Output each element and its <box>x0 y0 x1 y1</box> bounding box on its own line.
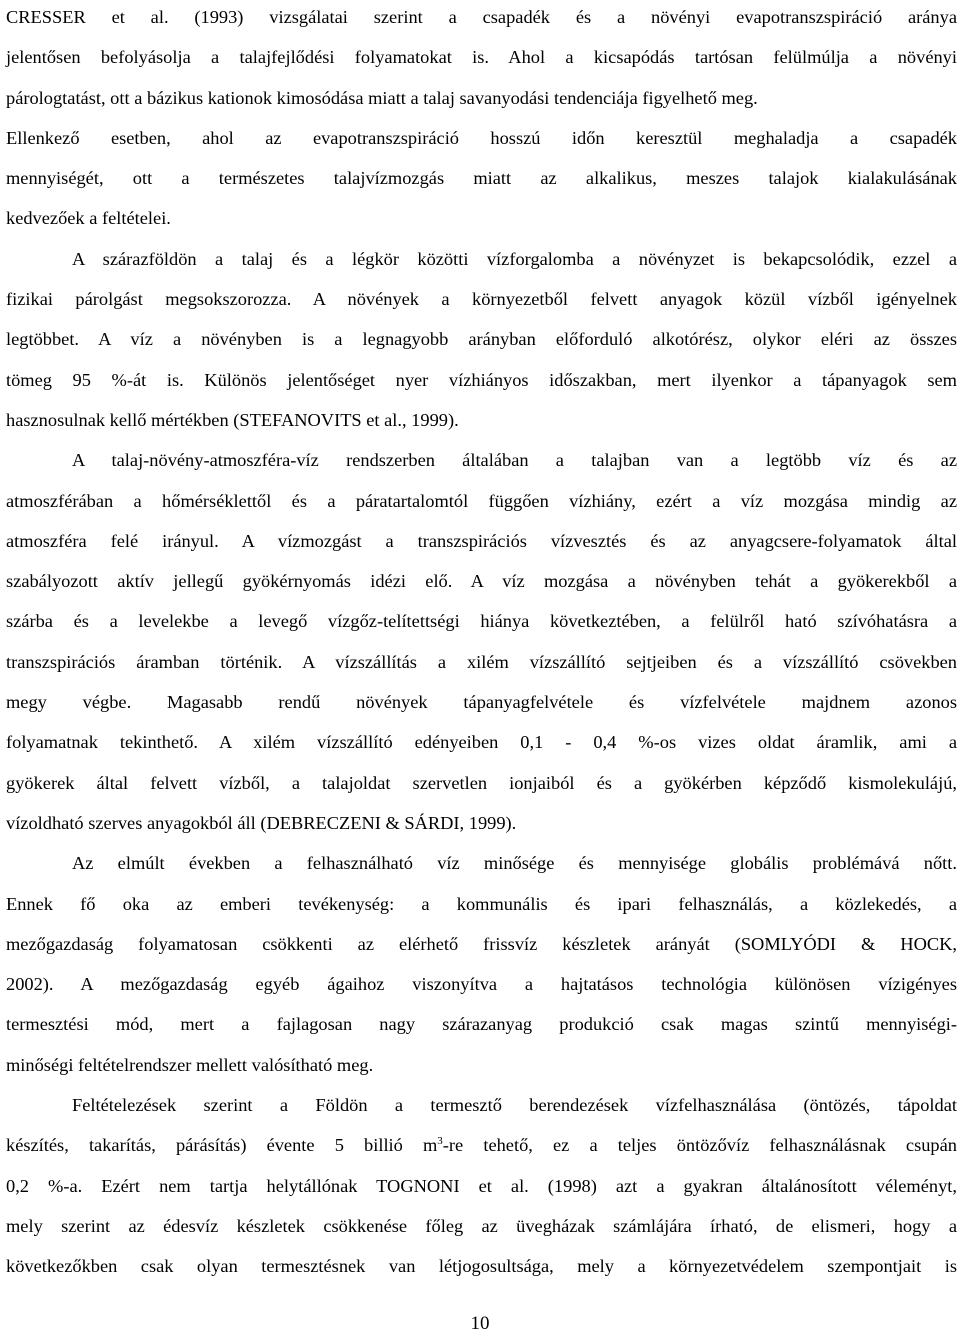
text-line: Ennek fő oka az emberi tevékenység: a kommunális és ipari felhasználás, a közlekedés, a <box>6 893 957 914</box>
text-line-with-superscript <box>6 1125 957 1165</box>
text-line: következőkben csak olyan termesztésnek van létjogosultsága, mely a környezetvédelem szempontjait is <box>6 1256 957 1277</box>
text-segment: készítés, takarítás, párásítás) évente 5 billió m <box>6 1135 438 1156</box>
text-line: minőségi feltételrendszer mellett valósítható meg. <box>6 1054 374 1075</box>
text-line: mezőgazdaság folyamatosan csökkenti az elérhető frissvíz készletek arányát (SOMLYÓDI & HOCK, <box>6 933 957 954</box>
text-line: legtöbbet. A víz a növényben is a legnagyobb arányban előforduló alkotórész, olykor eléri az összes <box>6 329 957 350</box>
text-line: atmoszféra felé irányul. A vízmozgást a transzspirációs vízvesztés és az anyagcsere-folyamatok által <box>6 530 957 551</box>
text-line: Feltételezések szerint a Földön a termesztő berendezések vízfelhasználása (öntözés, tápoldat <box>72 1095 957 1116</box>
text-line: tömeg 95 %-át is. Különös jelentőséget nyer vízhiányos időszakban, mert ilyenkor a tápanyagok sem <box>6 369 957 390</box>
text-line: transzspirációs áramban történik. A vízszállítás a xilém vízszállító sejtjeiben és a vízszállító csövekben <box>6 651 957 672</box>
text-line: A szárazföldön a talaj és a légkör közötti vízforgalomba a növényzet is bekapcsolódik, ezzel a <box>72 248 957 269</box>
text-line: vízoldható szerves anyagokból áll (DEBRECZENI & SÁRDI, 1999). <box>6 812 517 833</box>
text-line: megy végbe. Magasabb rendű növények tápanyagfelvétele és vízfelvétele majdnem azonos <box>6 692 957 713</box>
text-line: szárba és a levelekbe a levegő vízgőz-telítettségi hiánya következtében, a felülről ható szívóhatásra a <box>6 611 957 632</box>
text-line: atmoszférában a hőmérséklettől és a páratartalomtól függően vízhiány, ezért a víz mozgása mindig az <box>6 490 957 511</box>
text-line: Ellenkező esetben, ahol az evapotranszspiráció hosszú időn keresztül meghaladja a csapadék <box>6 127 957 148</box>
text-line: kedvezőek a feltételei. <box>6 208 171 229</box>
text-line: CRESSER et al. (1993) vizsgálatai szerint a csapadék és a növényi evapotranszspiráció aránya <box>6 7 957 27</box>
text-line: jelentősen befolyásolja a talajfejlődési folyamatokat is. Ahol a kicsapódás tartósan felülmúlja a növényi <box>6 47 957 68</box>
text-line: folyamatnak tekinthető. A xilém vízszállító edényeiben 0,1 - 0,4 %-os vizes oldat áramlik, ami a <box>6 732 957 753</box>
text-line: Az elmúlt években a felhasználható víz minősége és mennyisége globális problémává nőtt. <box>72 853 957 874</box>
text-line: hasznosulnak kellő mértékben (STEFANOVITS et al., 1999). <box>6 409 459 430</box>
paragraph-4 <box>6 843 957 1085</box>
superscript: 3 <box>437 1135 443 1148</box>
paragraph-1 <box>6 0 957 239</box>
text-line: mely szerint az édesvíz készletek csökkenése főleg az üvegházak számlájára írható, de elismeri, hogy a <box>6 1215 957 1236</box>
text-line: szabályozott aktív jellegű gyökérnyomás idézi elő. A víz mozgása a növényben tehát a gyökerekből a <box>6 571 957 592</box>
paragraph-5 <box>6 1085 957 1286</box>
text-line: mennyiségét, ott a természetes talajvízmozgás miatt az alkalikus, meszes talajok kialakulásának <box>6 168 957 189</box>
paragraph-3 <box>6 440 957 843</box>
text-line: termesztési mód, mert a fajlagosan nagy szárazanyag produkció csak magas szintű mennyiségi- <box>6 1014 957 1035</box>
page-number: 10 <box>470 1313 490 1334</box>
text-line: fizikai párolgást megsokszorozza. A növények a környezetből felvett anyagok közül vízből igényelnek <box>6 289 957 310</box>
text-line: A talaj-növény-atmoszféra-víz rendszerben általában a talajban van a legtöbb víz és az <box>72 450 957 471</box>
body-text <box>6 0 957 1287</box>
text-segment: -re tehető, ez a teljes öntözővíz felhasználásnak csupán <box>442 1135 957 1156</box>
text-line: 0,2 %-a. Ezért nem tartja helytállónak TOGNONI et al. (1998) azt a gyakran általánosított véleményt, <box>6 1175 957 1196</box>
text-line: párologtatást, ott a bázikus kationok kimosódása miatt a talaj savanyodási tendenciája figyelhető meg. <box>6 87 758 108</box>
text-line: 2002). A mezőgazdaság egyéb ágaihoz viszonyítva a hajtatásos technológia különösen vízigényes <box>6 974 957 995</box>
text-line: gyökerek által felvett vízből, a talajoldat szervetlen ionjaiból és a gyökérben képződő kismolekulájú, <box>6 772 957 793</box>
paragraph-2 <box>6 239 957 440</box>
